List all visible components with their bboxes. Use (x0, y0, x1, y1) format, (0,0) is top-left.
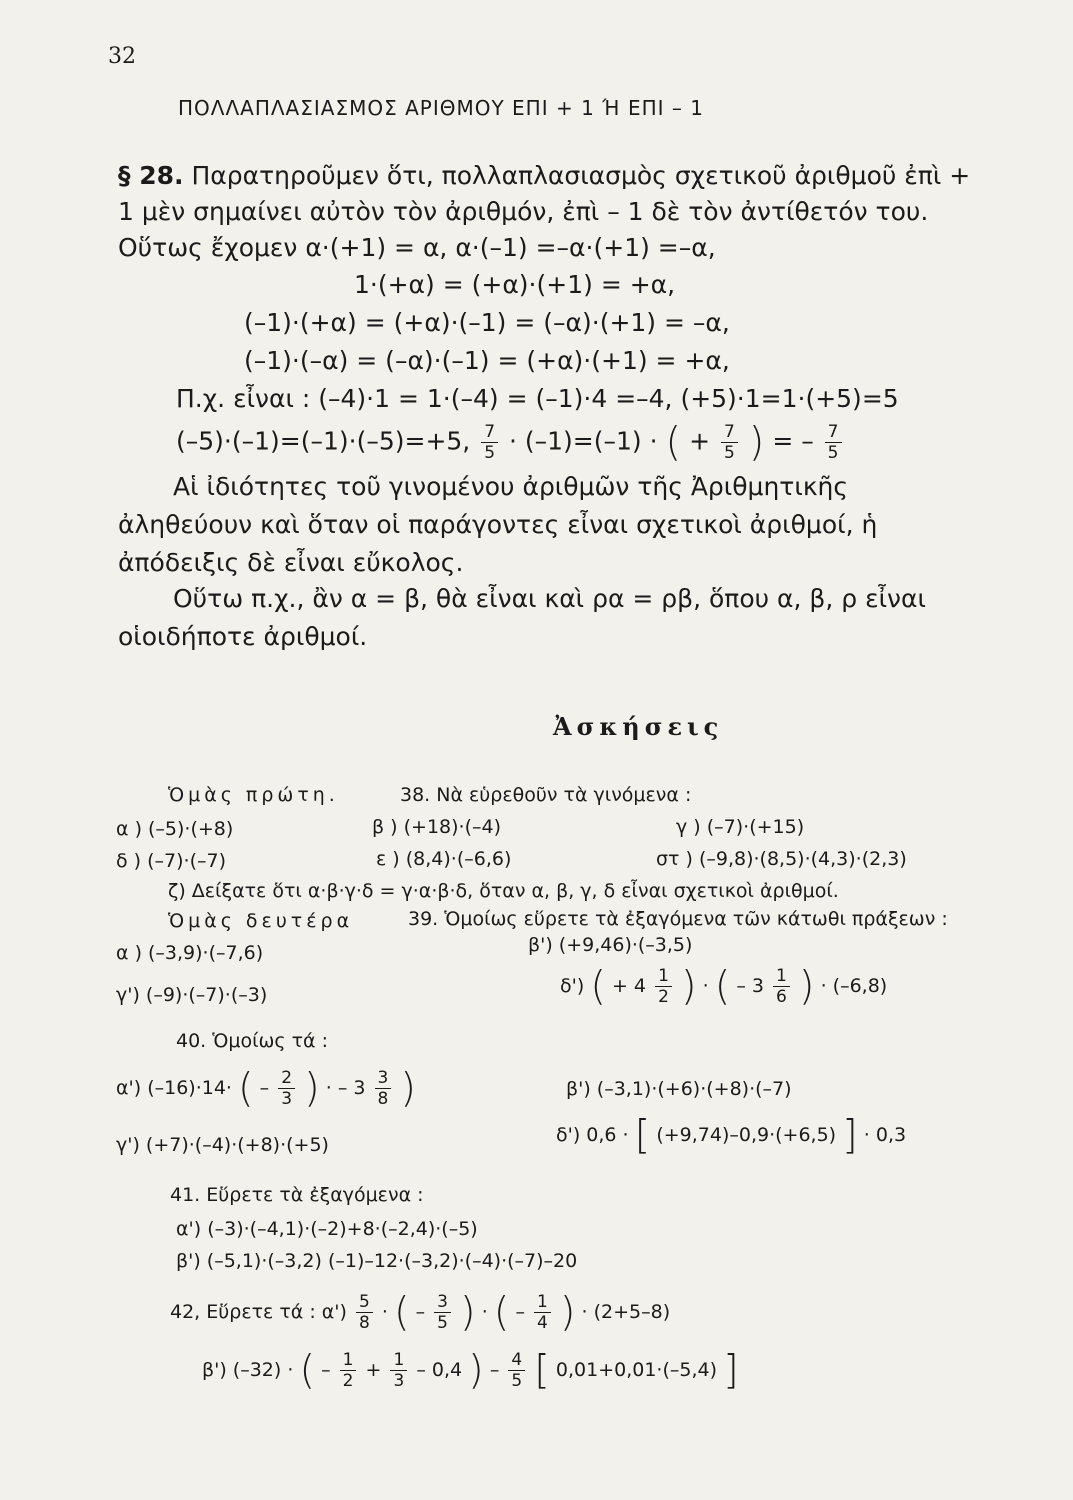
exercise-intro: 39. Ὁμοίως εὕρετε τὰ ἐξαγόμενα τῶν κάτωθι πράξεων : (408, 908, 948, 930)
group-label: Ὁμὰς δευτέρα (168, 910, 354, 932)
paren-right: ) (468, 1347, 484, 1394)
denominator: 2 (658, 987, 669, 1007)
exercise-item: α ) (–3,9)·(–7,6) (116, 942, 264, 964)
eq-part: – (515, 1301, 525, 1323)
fraction (508, 1350, 525, 1391)
exercise-item: ε ) (8,4)·(–6,6) (376, 848, 512, 870)
eq-part: · (481, 1301, 488, 1323)
bracket-left: [ (534, 1347, 550, 1394)
fraction (534, 1292, 551, 1333)
paren-left: ( (493, 1289, 510, 1336)
exercise-item-fractions (560, 963, 888, 1010)
denominator: 5 (723, 443, 735, 463)
paren-right: ) (460, 1289, 476, 1336)
section-28-text (118, 158, 988, 266)
exercise-item-bracket (556, 1112, 907, 1159)
fraction (721, 422, 738, 463)
exercise-item-fractions (116, 1065, 416, 1112)
exercise-item: α') (–3)·(–4,1)·(–2)+8·(–2,4)·(–5) (176, 1218, 478, 1240)
eq-part: + (689, 426, 711, 456)
denominator: 3 (393, 1371, 405, 1391)
eq-part: · (–6,8) (820, 975, 888, 997)
fraction (278, 1068, 295, 1109)
paren-left: ( (590, 963, 606, 1010)
equation-line: (–1)·(+α) = (+α)·(–1) = (–α)·(+1) = –α, (244, 308, 730, 337)
paren-left: ( (714, 963, 731, 1010)
numerator: 7 (481, 422, 498, 443)
paragraph-properties: Αἱ ἰδιότητες τοῦ γινομένου ἀριθμῶν τῆς Ἀριθμητικῆς ἀληθεύουν καὶ ὅταν οἱ παράγοντες εἶναι σχετικοὶ ἀριθμοί, ἡ ἀπόδειξις δὲ εἶναι εὔκολος. (118, 472, 878, 577)
equation-line: 1·(+α) = (+α)·(+1) = +α, (354, 270, 676, 299)
denominator: 3 (281, 1089, 293, 1109)
exercise-item: α ) (–5)·(+8) (116, 818, 234, 840)
denominator: 5 (484, 443, 496, 463)
exercise-item: β') (–5,1)·(–3,2) (–1)–12·(–3,2)·(–4)·(–7)–20 (176, 1250, 578, 1272)
equation-line: Π.χ. εἶναι : (–4)·1 = 1·(–4) = (–1)·4 =–4, (+5)·1=1·(+5)=5 (176, 384, 899, 413)
numerator: 1 (773, 966, 790, 987)
eq-part: · (381, 1301, 388, 1323)
exercise-item: γ ) (–7)·(+15) (676, 816, 805, 838)
paren-right: ) (304, 1065, 320, 1112)
eq-part: · (2+5–8) (581, 1301, 671, 1323)
eq-part: – (489, 1359, 500, 1381)
paren-left: ( (238, 1065, 254, 1112)
eq-part: (–5)·(–1)=(–1)·(–5)=+5, (176, 426, 471, 456)
fraction (356, 1292, 373, 1333)
numerator: 7 (825, 422, 842, 443)
denominator: 5 (827, 443, 839, 463)
paren-right: ) (680, 963, 697, 1010)
section-body: Παρατηροῦμεν ὅτι, πολλαπλασιασμὸς σχετικοῦ ἀριθμοῦ ἐπὶ + 1 μὲν σημαίνει αὐτὸν τὸν ἀριθμόν, ἐπὶ – 1 δὲ τὸν ἀντίθετόν του. Οὕτως ἔχομεν α·(+1) = α, α·(–1) =–α·(+1) =–α, (118, 161, 971, 262)
running-header: ΠΟΛΛΑΠΛΑΣΙΑΣΜΟΣ ΑΡΙΘΜΟΥ ΕΠΙ + 1 Ή ΕΠΙ – 1 (178, 96, 704, 120)
exercise-item-fractions (202, 1347, 739, 1394)
paren-left: ( (665, 419, 682, 466)
exercise-item: β') (+9,46)·(–3,5) (528, 934, 693, 956)
exercise-item: γ') (–9)·(–7)·(–3) (116, 984, 268, 1006)
denominator: 5 (511, 1371, 523, 1391)
page-number: 32 (108, 44, 136, 69)
numerator: 1 (534, 1292, 551, 1313)
exercise-item: ζ) Δείξατε ὅτι α·β·γ·δ = γ·α·β·δ, ὅταν α, β, γ, δ εἶναι σχετικοὶ ἀριθμοί. (168, 880, 839, 902)
denominator: 2 (342, 1371, 354, 1391)
eq-part: δ') 0,6 · (556, 1124, 629, 1146)
bracket-right: ] (842, 1112, 858, 1159)
eq-part: · (–1)=(–1) · (508, 426, 658, 456)
eq-part: – 0,4 (416, 1359, 463, 1381)
paren-right: ) (748, 419, 765, 466)
numerator: 1 (655, 966, 672, 987)
numerator: 1 (390, 1350, 407, 1371)
numerator: 4 (508, 1350, 525, 1371)
paren-right: ) (798, 963, 815, 1010)
numerator: 3 (375, 1068, 392, 1089)
item-label: δ') (560, 975, 585, 997)
fraction (655, 966, 672, 1007)
fraction (340, 1350, 357, 1391)
paragraph-example: Οὕτω π.χ., ἂν α = β, θὰ εἶναι καὶ ρα = ρβ, ὅπου α, β, ρ εἶναι οἱοιδήποτε ἀριθμοί. (118, 584, 926, 651)
exercise-item: στ ) (–9,8)·(8,5)·(4,3)·(2,3) (656, 848, 907, 870)
exercise-intro: 38. Νὰ εὑρεθοῦν τὰ γινόμενα : (400, 784, 692, 806)
denominator: 8 (358, 1313, 370, 1333)
fraction (825, 422, 842, 463)
eq-part: – (321, 1359, 331, 1381)
group-label: Ὁμὰς πρώτη. (168, 784, 339, 806)
eq-part: 0,01+0,01·(–5,4) (555, 1359, 718, 1381)
paren-left: ( (393, 1289, 410, 1336)
numerator: 1 (340, 1350, 357, 1371)
denominator: 6 (776, 987, 787, 1007)
exercise-item: β') (–3,1)·(+6)·(+8)·(–7) (566, 1078, 792, 1100)
eq-part: + (365, 1359, 382, 1381)
fraction (390, 1350, 407, 1391)
exercise-item-fractions (170, 1289, 671, 1336)
fraction (481, 422, 498, 463)
exercise-intro: 41. Εὕρετε τὰ ἐξαγόμενα : (170, 1184, 424, 1206)
numerator: 2 (278, 1068, 295, 1089)
equation-line: (–1)·(–α) = (–α)·(–1) = (+α)·(+1) = +α, (244, 346, 730, 375)
bracket-left: [ (634, 1112, 651, 1159)
exercise-item: β ) (+18)·(–4) (372, 816, 501, 838)
eq-part: α') (–16)·14· (116, 1077, 232, 1099)
eq-part: – 3 (736, 975, 764, 997)
fraction (434, 1292, 451, 1333)
eq-part: · – 3 (325, 1077, 366, 1099)
exercises-title: Ἀσκήσεις (553, 712, 724, 741)
eq-part: – (415, 1301, 426, 1323)
denominator: 4 (536, 1313, 548, 1333)
eq-part: + 4 (611, 975, 647, 997)
numerator: 7 (721, 422, 738, 443)
paren-right: ) (559, 1289, 576, 1336)
eq-part: (+9,74)–0,9·(+6,5) (656, 1124, 837, 1146)
denominator: 8 (377, 1089, 389, 1109)
bracket-right: ] (723, 1347, 739, 1394)
numerator: 3 (434, 1292, 451, 1313)
eq-part: · (702, 975, 709, 997)
numerator: 5 (356, 1292, 373, 1313)
eq-part: = – (772, 426, 814, 456)
eq-part: β') (–32) · (202, 1359, 294, 1381)
eq-part: – (259, 1077, 270, 1099)
eq-part: · 0,3 (863, 1124, 907, 1146)
fraction (773, 966, 790, 1007)
exercise-item: γ') (+7)·(–4)·(+8)·(+5) (116, 1134, 329, 1156)
equation-line-fractions (176, 419, 845, 466)
paren-right: ) (400, 1065, 416, 1112)
paren-left: ( (299, 1347, 316, 1394)
eq-part: 42, Εὕρετε τά : α') (170, 1301, 347, 1323)
section-number: § 28. (118, 161, 184, 190)
exercise-intro: 40. Ὁμοίως τά : (176, 1030, 329, 1052)
fraction (375, 1068, 392, 1109)
denominator: 5 (437, 1313, 448, 1333)
exercise-item: δ ) (–7)·(–7) (116, 850, 226, 872)
